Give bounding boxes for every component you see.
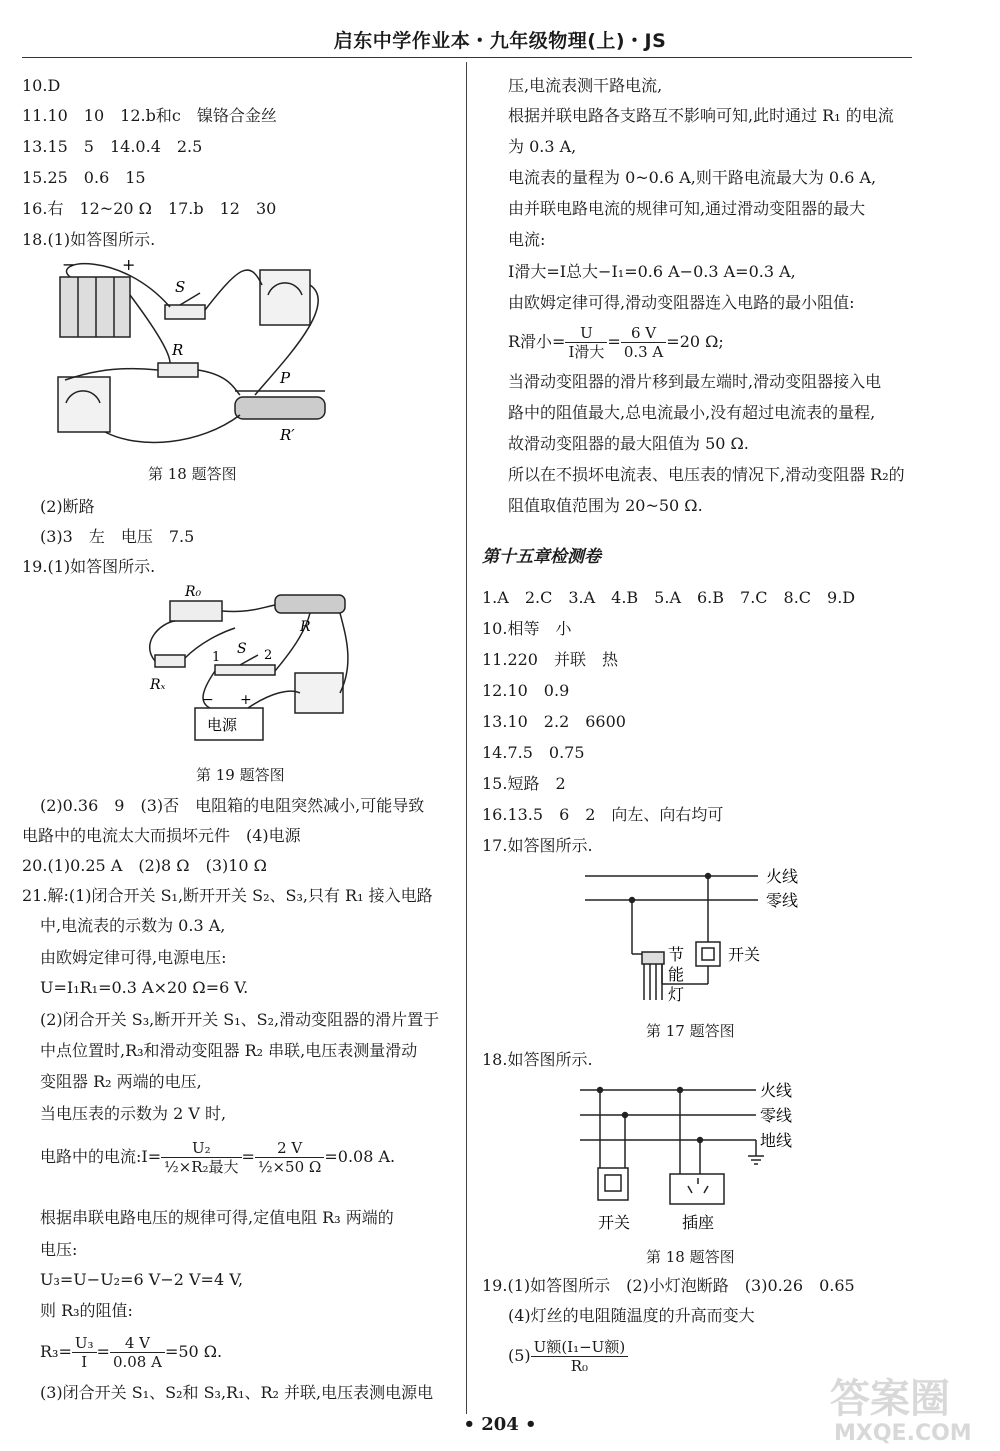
answer-line: (2)0.36 9 (3)否 电阻箱的电阻突然减小,可能导致 [40,796,425,815]
minus-label: − [62,255,76,274]
live-label: 火线 [766,867,799,886]
denominator: 0.3 A [623,343,664,361]
figure-caption: 第 19 题答图 [196,766,285,784]
live-label: 火线 [760,1081,793,1100]
solution-line: 由欧姆定律可得,滑动变阻器连入电路的最小阻值: [508,293,855,312]
solution-line: 压,电流表测干路电流, [508,76,663,95]
rheostat [275,595,345,613]
solution-line: 中,电流表的示数为 0.3 A, [40,916,226,935]
watermark-url: MXQE.COM [834,1421,972,1446]
eq-suffix: =0.08 A. [324,1147,396,1166]
equation-current [40,1135,395,1179]
answer-line: 19.(1)如答图所示 (2)小灯泡断路 (3)0.26 0.65 [482,1276,855,1295]
fraction [72,1334,97,1371]
answer-line: 16.13.5 6 2 向左、向右均可 [482,805,724,824]
plus-label: + [240,692,252,708]
eq-op: = [607,332,621,351]
watermark-logo [822,1366,992,1446]
numerator: U₃ [72,1334,97,1353]
answer-line: 11.220 并联 热 [482,650,618,669]
solution-line: (2)闭合开关 S₃,断开开关 S₁、S₂,滑动变阻器的滑片置于 [40,1010,440,1029]
eq-prefix: (5) [508,1346,531,1365]
solution-line: 所以在不损坏电流表、电压表的情况下,滑动变阻器 R₂的 [508,465,905,484]
fraction [161,1139,241,1176]
solution-line: 由并联电路电流的规律可知,通过滑动变阻器的最大 [508,199,866,218]
denominator: ½×50 Ω [257,1158,322,1176]
wiring-figure-18b [580,1078,810,1238]
answer-line: 13.15 5 14.0.4 2.5 [22,137,203,156]
wiring-figure-17 [580,864,810,1014]
switch-label: 开关 [728,945,761,964]
ground-label: 地线 [760,1131,793,1150]
ammeter [260,270,310,325]
answer-line: 电路中的电流太大而损坏元件 (4)电源 [22,826,301,845]
answer-line: 18.(1)如答图所示. [22,230,156,249]
numerator: 2 V [255,1139,324,1158]
r-label: R [300,619,311,635]
solution-line: 路中的阻值最大,总电流最小,没有超过电流表的量程, [508,403,876,422]
energy-saving-lamp [642,952,664,964]
numerator: U额(I₁−U额) [531,1338,629,1357]
column-divider [466,62,467,1414]
resistor-R [158,363,198,377]
answer-line: 10.相等 小 [482,619,572,638]
voltmeter [295,673,343,713]
solution-line: 中点位置时,R₃和滑动变阻器 R₂ 串联,电压表测量滑动 [40,1041,418,1060]
numerator: 4 V [110,1334,165,1353]
lamp-label: 节 [668,945,685,964]
equation-rmin [508,320,724,364]
rheostat [235,397,325,419]
switch-label: S [175,278,186,296]
resistance-box [170,601,222,621]
fraction [255,1139,324,1176]
watermark-text: 答案圈 [830,1375,950,1422]
answer-line: 17.如答图所示. [482,836,593,855]
pin1-label: 1 [212,650,221,665]
battery [60,277,130,337]
neutral-label: 零线 [760,1106,793,1125]
solution-line: 当滑动变阻器的滑片移到最左端时,滑动变阻器接入电 [508,372,882,391]
solution-line: 21.解:(1)闭合开关 S₁,断开开关 S₂、S₃,只有 R₁ 接入电路 [22,886,433,905]
answer-line: 10.D [22,76,61,95]
eq-suffix: =50 Ω. [164,1342,223,1361]
answer-line: 16.右 12~20 Ω 17.b 12 30 [22,199,277,218]
solution-line: 为 0.3 A, [508,137,577,156]
eq-prefix: R滑小= [508,332,566,351]
answer-line: 15.短路 2 [482,774,566,793]
denominator: I [81,1353,88,1371]
lamp-label: 能 [668,965,685,984]
eq-op: = [96,1342,110,1361]
circuit-figure-18 [40,255,360,455]
voltmeter [58,377,110,432]
solution-line: 变阻器 R₂ 两端的电压, [40,1072,202,1091]
header-rule [22,57,912,58]
switch-S [215,665,275,675]
resistor-label: R [172,341,184,359]
numerator: U₂ [161,1139,241,1158]
switch-box [696,942,720,966]
solution-line: 阻值取值范围为 20~50 Ω. [508,496,703,515]
solution-line: 根据串联电路电压的规律可得,定值电阻 R₃ 两端的 [40,1208,394,1227]
denominator: 0.08 A [112,1353,162,1371]
rx-label: Rₓ [150,677,166,693]
eq-prefix: 电路中的电流:I= [40,1147,162,1166]
fraction [110,1334,165,1371]
figure-caption: 第 17 题答图 [646,1022,735,1040]
circuit-figure-19 [140,583,360,743]
neutral-label: 零线 [766,891,799,910]
fraction [565,324,607,361]
figure-caption: 第 18 题答图 [646,1248,735,1266]
answer-line: 11.10 10 12.b和c 镍铬合金丝 [22,106,277,125]
socket [670,1174,724,1204]
solution-line: 故滑动变阻器的最大阻值为 50 Ω. [508,434,749,453]
solution-line: I滑大=I总大−I₁=0.6 A−0.3 A=0.3 A, [508,262,796,281]
socket-label: 插座 [682,1213,715,1232]
solution-line: U₃=U−U₂=6 V−2 V=4 V, [40,1270,244,1289]
plus-label: + [122,255,136,274]
solution-line: 由欧姆定律可得,电源电压: [40,948,227,967]
lamp-label: 灯 [668,985,685,1004]
eq-op: = [241,1147,255,1166]
solution-line: 则 R₃的阻值: [40,1301,133,1320]
switch-box [598,1168,628,1200]
solution-line: (3)闭合开关 S₁、S₂和 S₃,R₁、R₂ 并联,电压表测电源电 [40,1383,434,1402]
page-number: • 204 • [463,1414,537,1435]
denominator: I滑大 [568,343,605,361]
eq-suffix: =20 Ω; [666,332,724,351]
answer-line: 19.(1)如答图所示. [22,557,156,576]
numerator: 6 V [621,324,666,343]
answer-line: (3)3 左 电压 7.5 [40,527,195,546]
fraction [621,324,666,361]
minus-label: − [202,692,214,708]
solution-line: 电压: [40,1240,78,1259]
fraction [531,1338,629,1375]
solution-line: U=I₁R₁=0.3 A×20 Ω=6 V. [40,978,249,997]
resistor-Rx [155,655,185,667]
denominator: R₀ [570,1357,589,1375]
solution-line: 电流: [508,230,546,249]
source-label: 电源 [207,716,238,734]
answer-line: 1.A 2.C 3.A 4.B 5.A 6.B 7.C 8.C 9.D [482,588,856,607]
page-header: 启东中学作业本・九年级物理(上)・JS [333,30,667,52]
answer-line: 13.10 2.2 6600 [482,712,626,731]
answer-line: (2)断路 [40,497,95,516]
answer-line: (4)灯丝的电阻随温度的升高而变大 [508,1306,755,1325]
answer-line: 12.10 0.9 [482,681,570,700]
answer-line: 14.7.5 0.75 [482,743,585,762]
equation-r3 [40,1330,222,1374]
section-title: 第十五章检测卷 [482,547,601,567]
slider-label: P [280,369,291,387]
figure-caption: 第 18 题答图 [148,465,237,483]
numerator: U [565,324,607,343]
answer-line: 18.如答图所示. [482,1050,593,1069]
rheostat-label: R′ [280,426,295,444]
answer-line: 20.(1)0.25 A (2)8 Ω (3)10 Ω [22,856,267,875]
switch-label: 开关 [598,1213,631,1232]
s-label: S [237,641,247,657]
answer-line: 15.25 0.6 15 [22,168,146,187]
solution-line: 根据并联电路各支路互不影响可知,此时通过 R₁ 的电流 [508,106,894,125]
pin2-label: 2 [264,648,273,663]
switch-S [165,305,205,319]
solution-line: 当电压表的示数为 2 V 时, [40,1104,227,1123]
equation-q19-5 [508,1336,628,1376]
r0-label: R₀ [185,584,202,600]
eq-prefix: R₃= [40,1342,72,1361]
denominator: ½×R₂最大 [164,1158,239,1176]
solution-line: 电流表的量程为 0~0.6 A,则干路电流最大为 0.6 A, [508,168,877,187]
